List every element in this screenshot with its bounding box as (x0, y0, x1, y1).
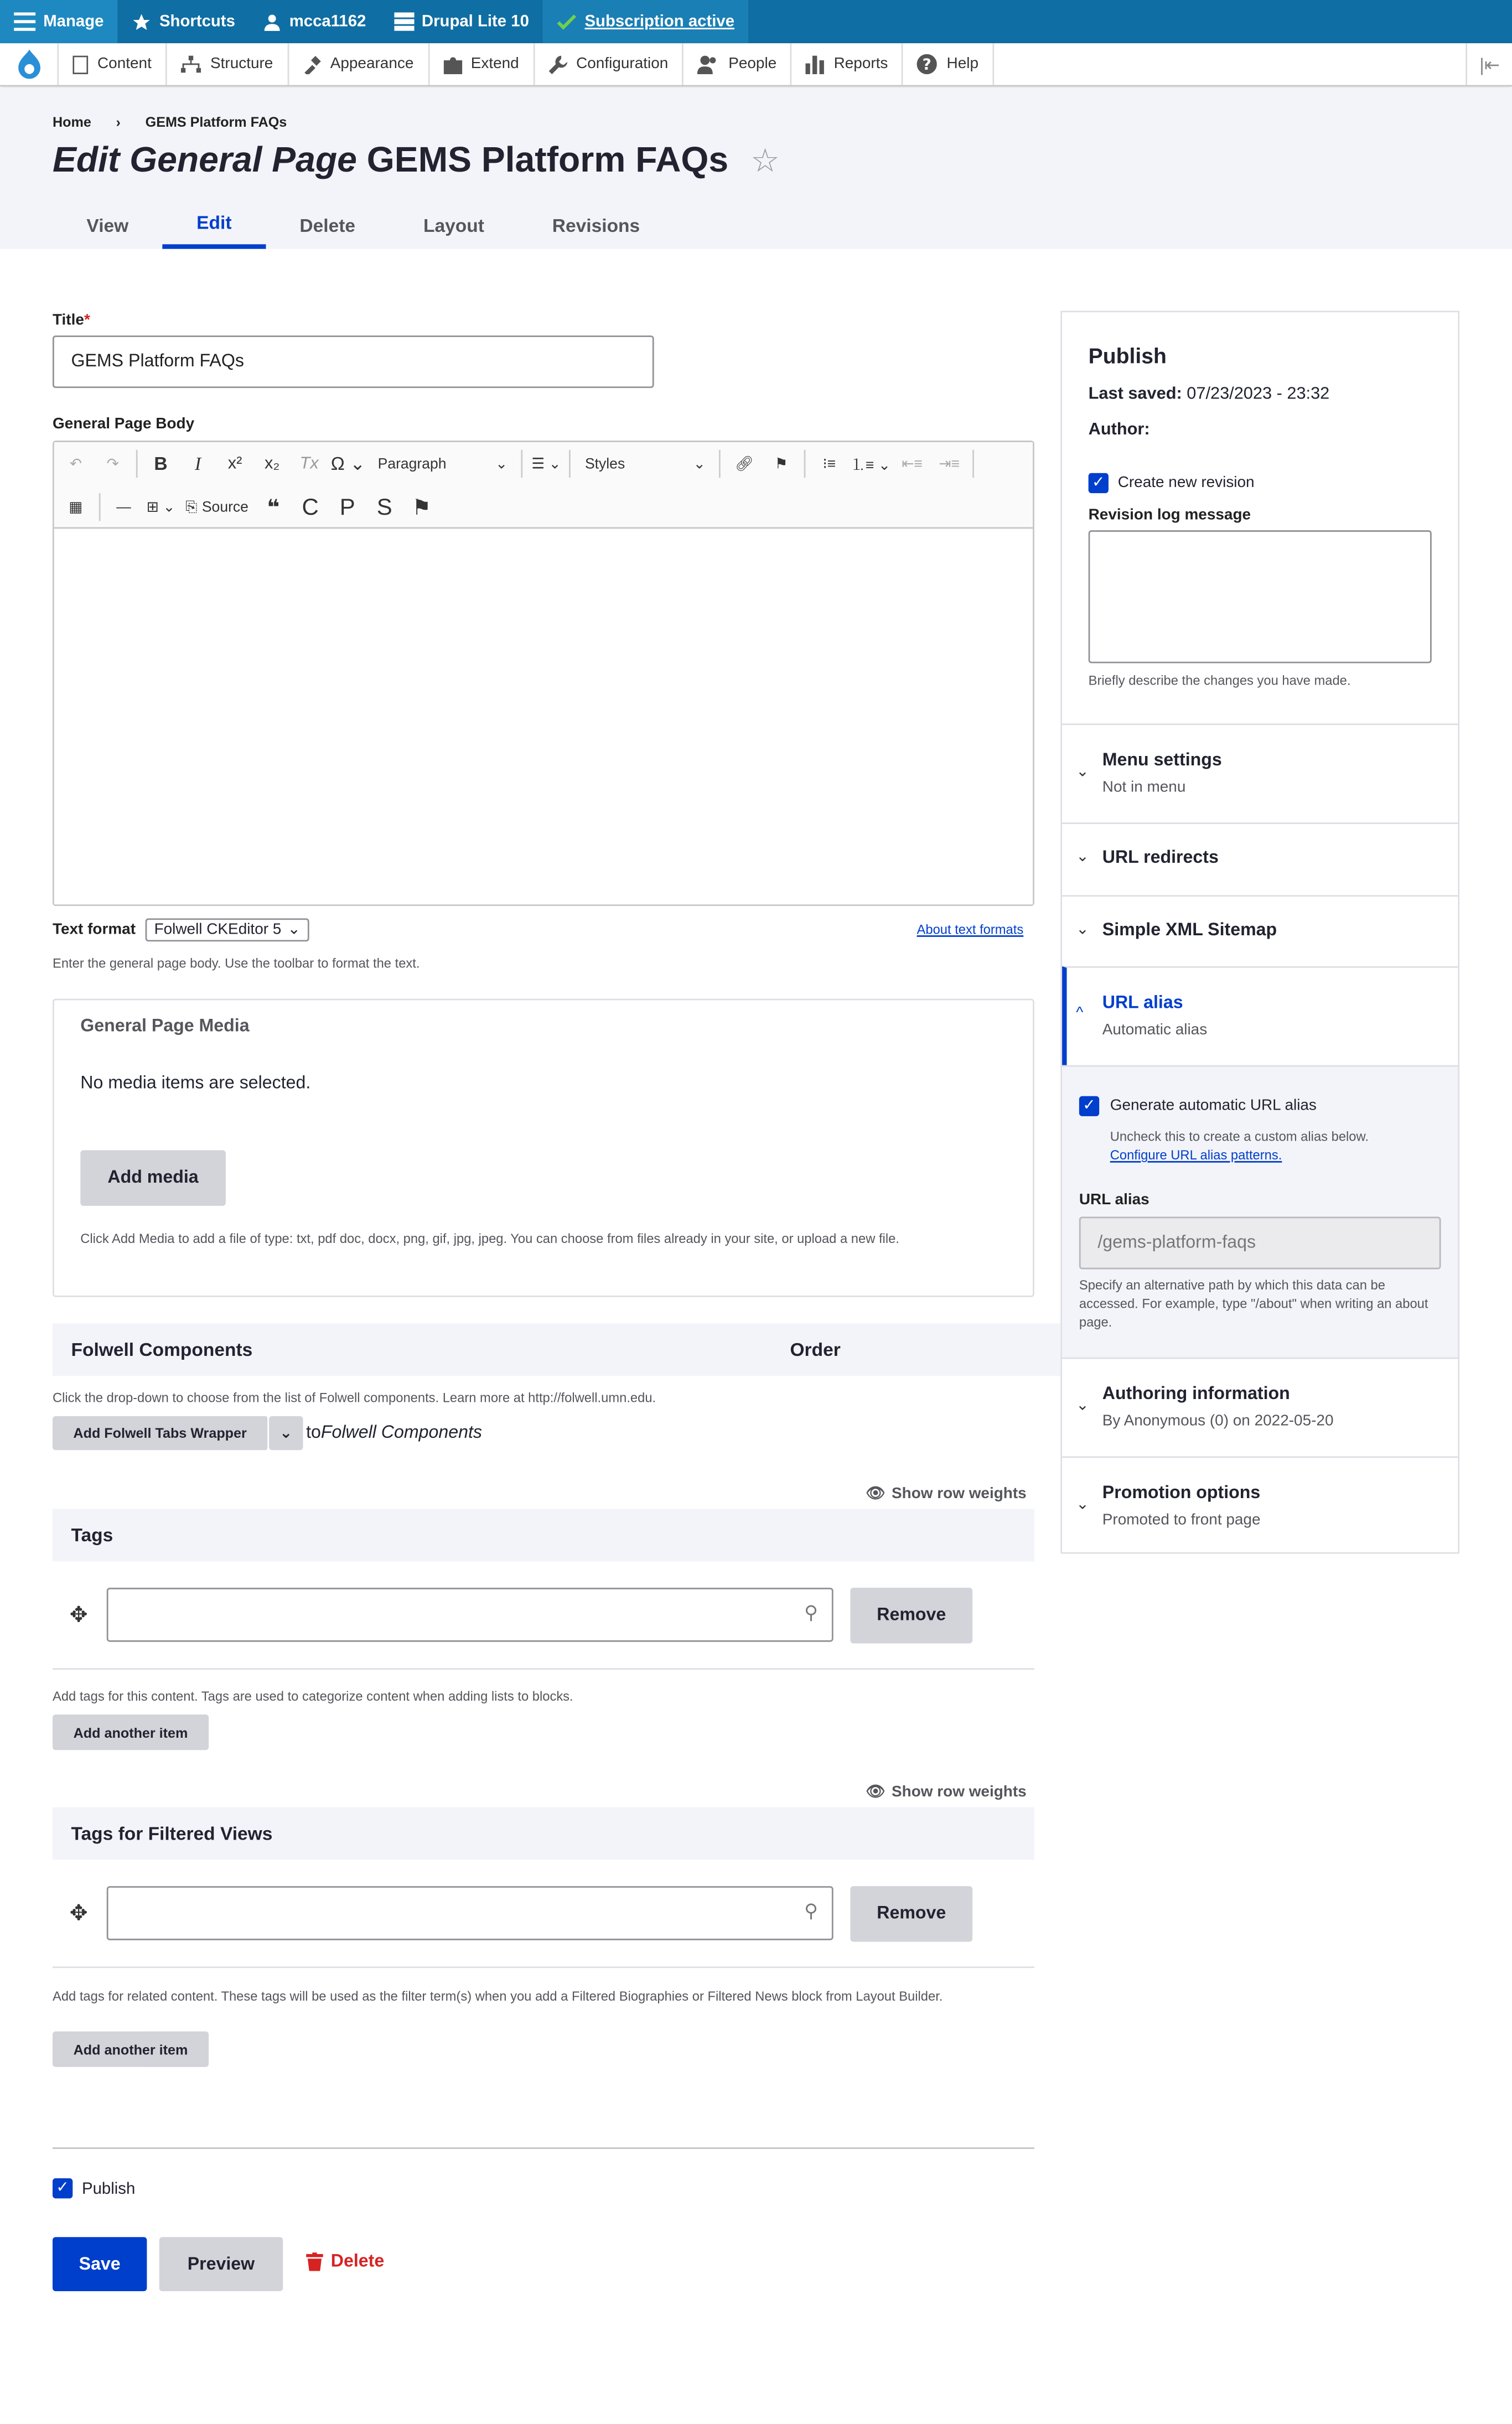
p-glyph[interactable]: P (339, 494, 355, 521)
sitemap-icon (181, 55, 201, 74)
tab-revisions[interactable]: Revisions (552, 214, 640, 236)
tags-filtered-add-another-button[interactable]: Add another item (53, 2032, 209, 2067)
admin-toolbar (0, 0, 1512, 43)
indent-icon[interactable]: ⇥≡ (939, 455, 960, 473)
url-redirects-title: URL redirects (1102, 848, 1219, 868)
tags-filtered-autocomplete-input[interactable] (107, 1886, 833, 1940)
media-description: Click Add Media to add a file of type: txt, pdf doc, docx, png, gif, jpg, jpeg. You can choose from files already in your site, or upload a new file. (80, 1230, 899, 1246)
promotion-summary: Promoted to front page (1102, 1512, 1261, 1529)
new-revision-row (1089, 473, 1255, 493)
url-alias-input[interactable]: /gems-platform-faqs (1079, 1216, 1441, 1269)
eye-icon: 👁︎ (866, 1784, 886, 1801)
breadcrumb-current[interactable]: GEMS Platform FAQs (145, 114, 287, 130)
configure-alias-link[interactable]: Configure URL alias patterns. (1110, 1147, 1282, 1163)
site-label: Drupal Lite 10 (421, 12, 529, 31)
author-label: Author: (1088, 420, 1150, 439)
breadcrumb-home[interactable]: Home (52, 114, 91, 130)
drag-handle-icon[interactable]: ✥ (69, 1900, 88, 1925)
editor-toolbar (54, 442, 1033, 529)
menu-content[interactable] (57, 43, 165, 85)
user-icon (263, 12, 282, 32)
chevron-down-icon: ⌄ (1076, 1496, 1089, 1514)
title-label (53, 312, 90, 329)
divider (53, 1966, 1034, 1968)
undo-icon[interactable]: ↶ (69, 455, 82, 473)
tab-delete[interactable]: Delete (299, 214, 356, 236)
bold-icon[interactable]: B (154, 453, 168, 475)
chevron-down-icon: ⌄ (693, 455, 706, 473)
heading-value: Paragraph (377, 455, 447, 473)
title-input[interactable]: GEMS Platform FAQs (53, 335, 654, 388)
heading-dropdown[interactable] (369, 447, 517, 480)
ckeditor (53, 441, 1034, 906)
revision-log-textarea[interactable] (1089, 530, 1432, 663)
required-marker: * (84, 312, 90, 330)
delete-link[interactable] (306, 2252, 384, 2271)
revision-log-description: Briefly describe the changes you have made. (1088, 672, 1351, 688)
tab-edit[interactable]: Edit (163, 201, 266, 249)
svg-text:?: ? (923, 55, 932, 74)
delete-label: Delete (330, 2252, 385, 2271)
show-row-weights-button[interactable] (866, 1486, 1026, 1503)
tags-add-another-button[interactable]: Add another item (53, 1715, 209, 1750)
media-panel-title: General Page Media (80, 1017, 250, 1036)
editor-content-area[interactable] (54, 529, 1033, 904)
save-button[interactable]: Save (53, 2237, 147, 2291)
about-text-formats-link[interactable]: About text formats (916, 921, 1024, 937)
menu-settings-title: Menu settings (1102, 751, 1222, 770)
url-alias-title: URL alias (1102, 994, 1183, 1013)
chevron-up-icon: ^ (1076, 1004, 1084, 1022)
generate-alias-checkbox[interactable]: ✓ (1079, 1096, 1099, 1116)
text-format-select[interactable] (145, 918, 310, 941)
chevron-down-icon: ⌄ (495, 455, 508, 473)
chevron-down-icon: ⌄ (1076, 848, 1089, 866)
star-icon (132, 12, 152, 32)
outdent-icon[interactable]: ⇤≡ (902, 455, 923, 473)
primary-tabs (53, 201, 674, 249)
shortcuts-button[interactable] (118, 0, 249, 43)
menu-reports[interactable] (790, 43, 902, 85)
breadcrumb-separator: › (116, 114, 121, 130)
toolbar-separator (972, 450, 974, 478)
eye-icon: 👁︎ (866, 1485, 886, 1503)
text-format-label: Text format (52, 921, 136, 939)
publish-checkbox[interactable]: ✓ (53, 2178, 73, 2198)
add-media-button[interactable]: Add media (80, 1150, 226, 1206)
authoring-title: Authoring information (1102, 1385, 1290, 1404)
title-label-text: Title (52, 312, 84, 330)
url-alias-field-label: URL alias (1079, 1192, 1149, 1209)
url-redirects-section[interactable] (1062, 822, 1458, 895)
superscript-icon[interactable]: x² (227, 454, 242, 473)
divider (53, 1668, 1034, 1670)
drupal-logo-icon[interactable] (0, 43, 57, 85)
menu-content-label: Content (97, 55, 152, 73)
publish-row (53, 2178, 135, 2198)
components-description: Click the drop-down to choose from the list of Folwell components. Learn more at http://folwell.umn.edu. (52, 1390, 656, 1406)
chevron-down-icon[interactable]: ⌄ (269, 1416, 303, 1450)
url-alias-summary: Automatic alias (1102, 1022, 1208, 1039)
tags-autocomplete-input[interactable] (107, 1588, 833, 1642)
menu-extend[interactable] (428, 43, 533, 85)
menu-people-label: People (728, 55, 777, 73)
last-saved (1089, 385, 1330, 404)
tab-view[interactable]: View (86, 214, 129, 236)
new-revision-label: Create new revision (1117, 474, 1255, 492)
chevron-down-icon: ⌄ (1076, 921, 1089, 939)
menu-configuration[interactable] (533, 43, 682, 85)
toolbar-separator (99, 493, 101, 521)
collapse-tray-icon[interactable]: |⇤ (1466, 43, 1512, 85)
source-label: Source (201, 498, 248, 516)
source-icon: ⎘ (185, 498, 198, 516)
remove-format-icon[interactable]: Tx (299, 454, 319, 473)
manage-button[interactable] (0, 0, 118, 43)
toolbar-separator (569, 450, 571, 478)
redo-icon[interactable]: ↷ (106, 455, 120, 473)
url-alias-details (1062, 1065, 1458, 1358)
bulleted-list-icon[interactable]: ⁝≡ (822, 455, 836, 473)
publish-panel-title: Publish (1088, 343, 1167, 368)
components-header (53, 1323, 1060, 1376)
manage-label: Manage (43, 12, 104, 31)
authoring-summary: By Anonymous (0) on 2022-05-20 (1102, 1413, 1334, 1430)
s-glyph[interactable]: S (376, 494, 392, 521)
body-description: Enter the general page body. Use the toolbar to format the text. (52, 955, 420, 971)
breadcrumb (53, 115, 287, 130)
publish-panel (1062, 312, 1458, 723)
drag-handle-icon[interactable]: ✥ (69, 1602, 88, 1627)
insert-media-icon[interactable]: ▦ (69, 498, 83, 516)
tags-description: Add tags for this content. Tags are used to categorize content when adding lists to blocks. (52, 1688, 573, 1704)
xml-sitemap-title: Simple XML Sitemap (1102, 921, 1277, 940)
help-icon (917, 54, 937, 74)
revision-log-label: Revision log message (1088, 507, 1251, 524)
toolbar-separator (719, 450, 721, 478)
publish-label: Publish (82, 2179, 136, 2198)
last-saved-label: Last saved: (1088, 385, 1182, 404)
show-row-weights-label: Show row weights (892, 1485, 1027, 1503)
shortcuts-label: Shortcuts (159, 12, 235, 31)
alignment-icon[interactable]: ☰ ⌄ (531, 455, 561, 473)
toolbar-separator (136, 450, 138, 478)
search-icon: ⚲ (804, 1602, 818, 1624)
source-button[interactable] (179, 490, 255, 524)
media-panel (53, 999, 1034, 1297)
admin-menu-tray (0, 43, 1512, 86)
last-saved-value: 07/23/2023 - 23:32 (1187, 385, 1330, 404)
trash-icon (306, 2252, 323, 2271)
anchor-flag-icon[interactable]: ⚑ (774, 455, 788, 473)
chevron-down-icon: ⌄ (1076, 1397, 1089, 1415)
flag-icon[interactable]: ⚑ (412, 494, 432, 519)
tab-layout[interactable]: Layout (423, 214, 484, 236)
promotion-section[interactable] (1062, 1456, 1458, 1552)
tags-header: Tags (53, 1509, 1034, 1561)
page-title-action: Edit General Page (52, 139, 357, 180)
xml-sitemap-section[interactable] (1062, 895, 1458, 966)
menu-help[interactable] (902, 43, 994, 85)
generate-alias-label: Generate automatic URL alias (1110, 1097, 1317, 1115)
menu-reports-label: Reports (833, 55, 888, 73)
user-label: mcca1162 (289, 12, 366, 31)
preview-button[interactable]: Preview (159, 2237, 283, 2291)
blockquote-icon[interactable]: ❝ (267, 494, 280, 519)
tags-filtered-header: Tags for Filtered Views (53, 1807, 1034, 1860)
subscription-link[interactable] (543, 0, 748, 43)
menu-settings-section[interactable] (1062, 723, 1458, 822)
menu-appearance[interactable] (287, 43, 427, 85)
promotion-title: Promotion options (1102, 1484, 1261, 1503)
italic-icon[interactable]: I (194, 452, 201, 474)
paint-icon (302, 55, 321, 74)
puzzle-icon (443, 55, 462, 74)
link-icon[interactable]: 🔗︎ (734, 455, 754, 473)
new-revision-checkbox[interactable]: ✓ (1089, 473, 1109, 493)
tags-filtered-remove-button[interactable]: Remove (850, 1886, 972, 1942)
numbered-list-icon[interactable]: ⒈≡ ⌄ (851, 457, 891, 475)
menu-structure[interactable] (165, 43, 287, 85)
components-title: Folwell Components (71, 1339, 253, 1361)
page-title-name: GEMS Platform FAQs (366, 139, 729, 180)
components-to-text: to (306, 1423, 321, 1443)
body-label: General Page Body (52, 416, 195, 433)
generate-alias-description: Uncheck this to create a custom alias below. (1110, 1128, 1369, 1144)
tags-filtered-description: Add tags for related content. These tags will be used as the filter term(s) when you add a Filtered Biographies or Filtered News block from Layout Builder. (52, 1988, 943, 2004)
text-format-row (53, 918, 310, 941)
show-row-weights-button[interactable] (866, 1784, 1026, 1801)
c-glyph[interactable]: C (302, 494, 319, 521)
site-button[interactable] (380, 0, 543, 43)
authoring-section[interactable] (1062, 1358, 1458, 1457)
menu-appearance-label: Appearance (330, 55, 414, 73)
order-column-header: Order (790, 1339, 841, 1361)
chevron-down-icon: ⌄ (1076, 763, 1089, 781)
url-alias-section[interactable] (1062, 966, 1458, 1065)
shortcut-star-icon[interactable]: ☆ (750, 143, 780, 180)
generate-alias-row (1079, 1096, 1317, 1116)
menu-extend-label: Extend (470, 55, 519, 73)
url-alias-description: Specify an alternative path by which this data can be accessed. For example, type "/about" when writing an about page. (1079, 1277, 1428, 1330)
styles-dropdown[interactable] (576, 447, 714, 480)
subscription-label: Subscription active (584, 12, 735, 31)
server-icon (394, 12, 414, 31)
menu-settings-summary: Not in menu (1102, 779, 1186, 796)
show-row-weights-label: Show row weights (892, 1784, 1027, 1801)
wrench-icon (548, 55, 567, 74)
horizontal-line-icon[interactable]: — (116, 498, 131, 516)
add-folwell-tabs-wrapper-button[interactable]: Add Folwell Tabs Wrapper (53, 1416, 269, 1450)
components-to-target: Folwell Components (320, 1423, 482, 1443)
check-icon (557, 13, 577, 30)
components-add-row (53, 1416, 482, 1450)
special-characters-icon[interactable]: Ω ⌄ (330, 453, 366, 475)
user-button[interactable] (249, 0, 380, 43)
subscript-icon[interactable]: x₂ (264, 454, 280, 473)
search-icon: ⚲ (804, 1900, 818, 1922)
hamburger-icon (14, 12, 35, 31)
menu-configuration-label: Configuration (576, 55, 669, 73)
menu-people[interactable] (682, 43, 790, 85)
toolbar-separator (805, 450, 806, 478)
table-icon[interactable]: ⊞ ⌄ (146, 498, 175, 516)
page-title (53, 139, 780, 180)
text-format-value: Folwell CKEditor 5 (154, 921, 282, 939)
document-icon (73, 55, 88, 74)
menu-structure-label: Structure (210, 55, 273, 73)
toolbar-separator (521, 450, 523, 478)
menu-help-label: Help (946, 55, 979, 73)
meta-sidebar (1060, 310, 1459, 1553)
tags-remove-button[interactable]: Remove (850, 1588, 972, 1644)
chevron-down-icon: ⌄ (287, 921, 301, 939)
styles-value: Styles (584, 455, 625, 473)
divider (53, 2147, 1034, 2149)
media-empty-text: No media items are selected. (80, 1074, 311, 1094)
bar-chart-icon (806, 55, 825, 74)
people-icon (697, 55, 719, 74)
